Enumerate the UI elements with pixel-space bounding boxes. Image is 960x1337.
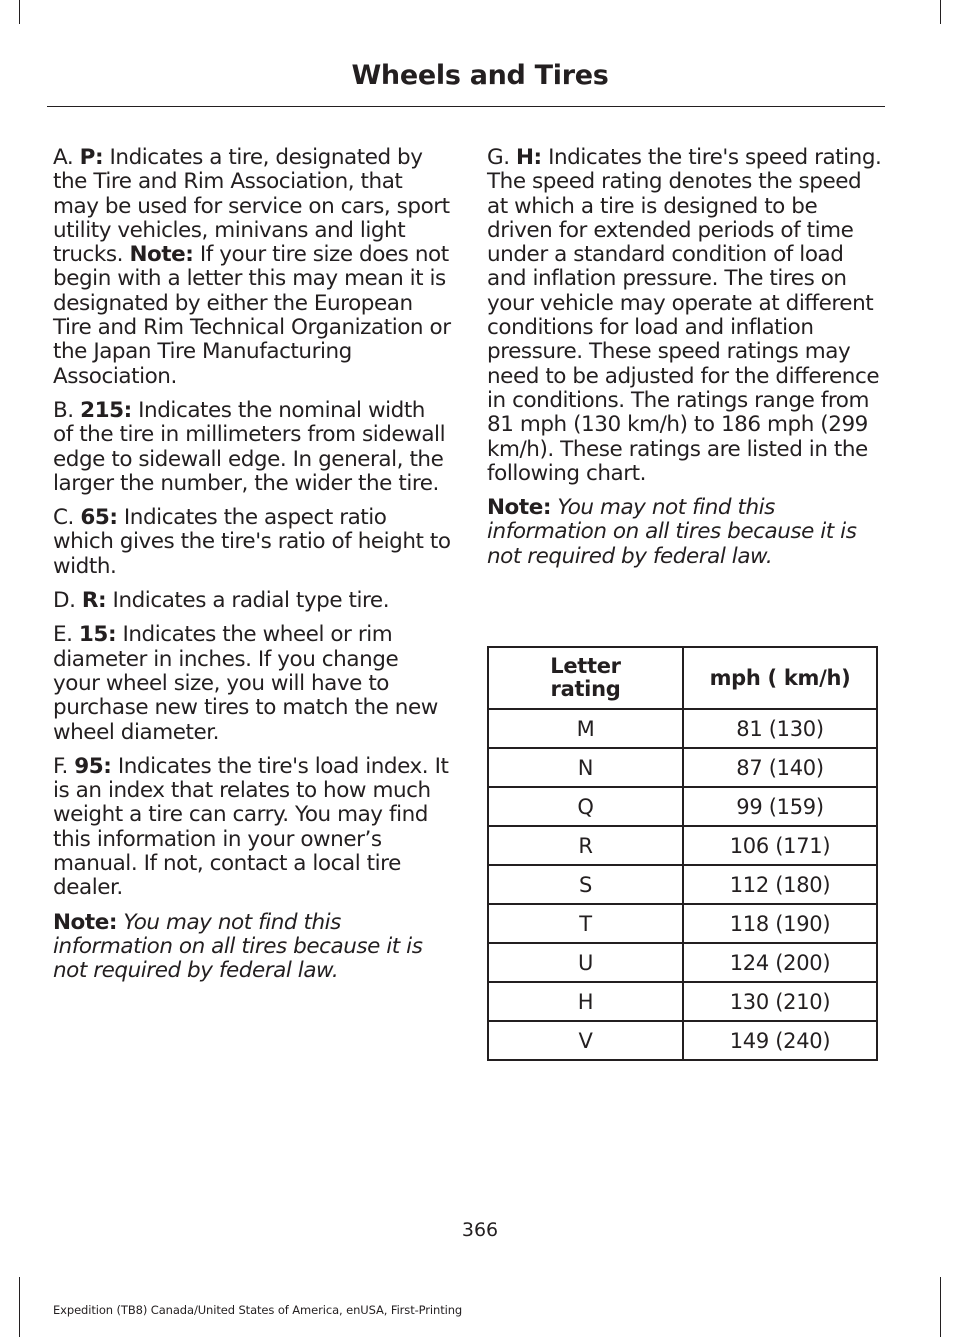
table-row xyxy=(488,904,877,943)
list-item: B. 215: Indicates the nominal width of the tire in millimeters from sidewall edge to sidewall edge. In general, the larger the number, the wider the tire. xyxy=(53,397,446,496)
table-cell: H xyxy=(488,982,683,1021)
note: Note: You may not find this information on all tires because it is not required by federal law. xyxy=(487,495,857,569)
table-cell: 118 (190) xyxy=(683,904,877,943)
right-column xyxy=(487,146,883,579)
table-cell: 130 (210) xyxy=(683,982,877,1021)
crop-mark xyxy=(19,0,20,24)
crop-mark xyxy=(940,0,941,24)
table-cell: 106 (171) xyxy=(683,826,877,865)
table-cell: U xyxy=(488,943,683,982)
list-item: D. R: Indicates a radial type tire. xyxy=(53,588,390,614)
footer-text: Expedition (TB8) Canada/United States of America, enUSA, First-Printing xyxy=(53,1303,463,1317)
table-row xyxy=(488,865,877,904)
list-item: A. P: Indicates a tire, designated by the Tire and Rim Association, that may be used for service on cars, sport utility vehicles, minivans and light trucks. Note: If your tire size does not begin with a letter this may mean it is designated by either the European Tire and Rim Technical Organization or the Japan Tire Manufacturing Association. xyxy=(53,145,451,389)
page-number: 366 xyxy=(461,1219,499,1241)
table-cell: 81 (130) xyxy=(683,709,877,748)
table-row xyxy=(488,709,877,748)
table-cell: T xyxy=(488,904,683,943)
note: Note: You may not find this information on all tires because it is not required by federal law. xyxy=(53,909,423,984)
list-item: G. H: Indicates the tire's speed rating. The speed rating denotes the speed at which a tire is designed to be driven for extended periods of time under a standard condition of load and inflation pressure. The tires on your vehicle may operate at different conditions for load and inflation pressure. These speed ratings may need to be adjusted for the difference in conditions. The ratings range from 81 mph (130 km/h) to 186 mph (299 km/h). These ratings are listed in the following chart. xyxy=(487,145,882,486)
table-row xyxy=(488,982,877,1021)
table-cell: M xyxy=(488,709,683,748)
header-divider xyxy=(47,106,885,107)
table-cell: 99 (159) xyxy=(683,787,877,826)
table-cell: 124 (200) xyxy=(683,943,877,982)
crop-mark xyxy=(19,1277,20,1337)
table-row xyxy=(488,748,877,787)
crop-mark xyxy=(940,1277,941,1337)
table-cell: V xyxy=(488,1021,683,1060)
table-header-row xyxy=(488,647,877,709)
table-cell: R xyxy=(488,826,683,865)
left-column xyxy=(53,146,451,994)
table-cell: S xyxy=(488,865,683,904)
table-cell: 149 (240) xyxy=(683,1021,877,1060)
table-cell: 87 (140) xyxy=(683,748,877,787)
list-item: F. 95: Indicates the tire's load index. It is an index that relates to how much weight a tire can carry. You may find this information in your owner’s manual. If not, contact a local tire dealer. xyxy=(53,753,449,901)
page-title: Wheels and Tires xyxy=(351,60,609,91)
table-cell: 112 (180) xyxy=(683,865,877,904)
table-row xyxy=(488,826,877,865)
table-row xyxy=(488,1021,877,1060)
speed-rating-table xyxy=(487,646,878,1061)
table-cell: Q xyxy=(488,787,683,826)
table-cell: N xyxy=(488,748,683,787)
table-row xyxy=(488,787,877,826)
column-header-speed: mph ( km/h) xyxy=(683,647,877,709)
list-item: E. 15: Indicates the wheel or rim diameter in inches. If you change your wheel size, you will have to purchase new tires to match the new wheel diameter. xyxy=(53,622,438,745)
column-header-letter-rating: Letter rating xyxy=(488,647,683,709)
table-row xyxy=(488,943,877,982)
list-item: C. 65: Indicates the aspect ratio which gives the tire's ratio of height to width. xyxy=(53,505,451,579)
